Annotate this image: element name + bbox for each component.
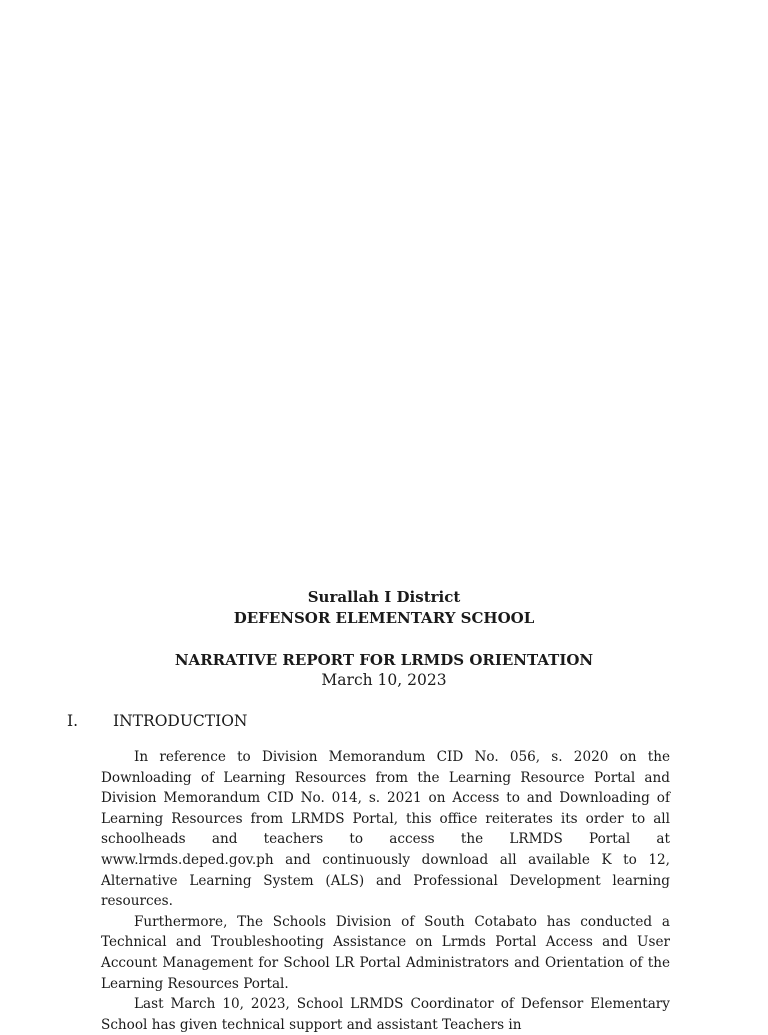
paragraph: Furthermore, The Schools Division of South Cotabato has conducted a Technical and Troubleshooting Assistance on Lrmds Portal Access and User Account Management for School LR Portal Administrators and Orientation of the Learning Resources Portal. (101, 913, 670, 992)
paragraph: Last March 10, 2023, School LRMDS Coordinator of Defensor Elementary School has given technical support and assistant Teachers in (101, 996, 670, 1033)
report-date: March 10, 2023 (321, 671, 447, 689)
section-title: INTRODUCTION (113, 712, 248, 730)
paragraph: In reference to Division Memorandum CID No. 056, s. 2020 on the Downloading of Learning Resources from the Learning Resource Portal and Division Memorandum CID No. 014, s. 2021 on Access to and Downloading of Learning Resources from LRMDS Portal, this office reiterates its order to all schoolheads and teachers to access the LRMDS Portal at www.lrmds.deped.gov.ph and continuously download all available K to 12, Alternative Learning System (ALS) and Professional Development learning resources. (101, 749, 670, 910)
introduction-body (101, 747, 670, 1035)
section-number: I. (67, 712, 79, 730)
school-name: DEFENSOR ELEMENTARY SCHOOL (233, 609, 535, 627)
report-title: NARRATIVE REPORT FOR LRMDS ORIENTATION (174, 651, 594, 669)
section-heading (67, 711, 247, 732)
district-name: Surallah I District (307, 588, 461, 606)
